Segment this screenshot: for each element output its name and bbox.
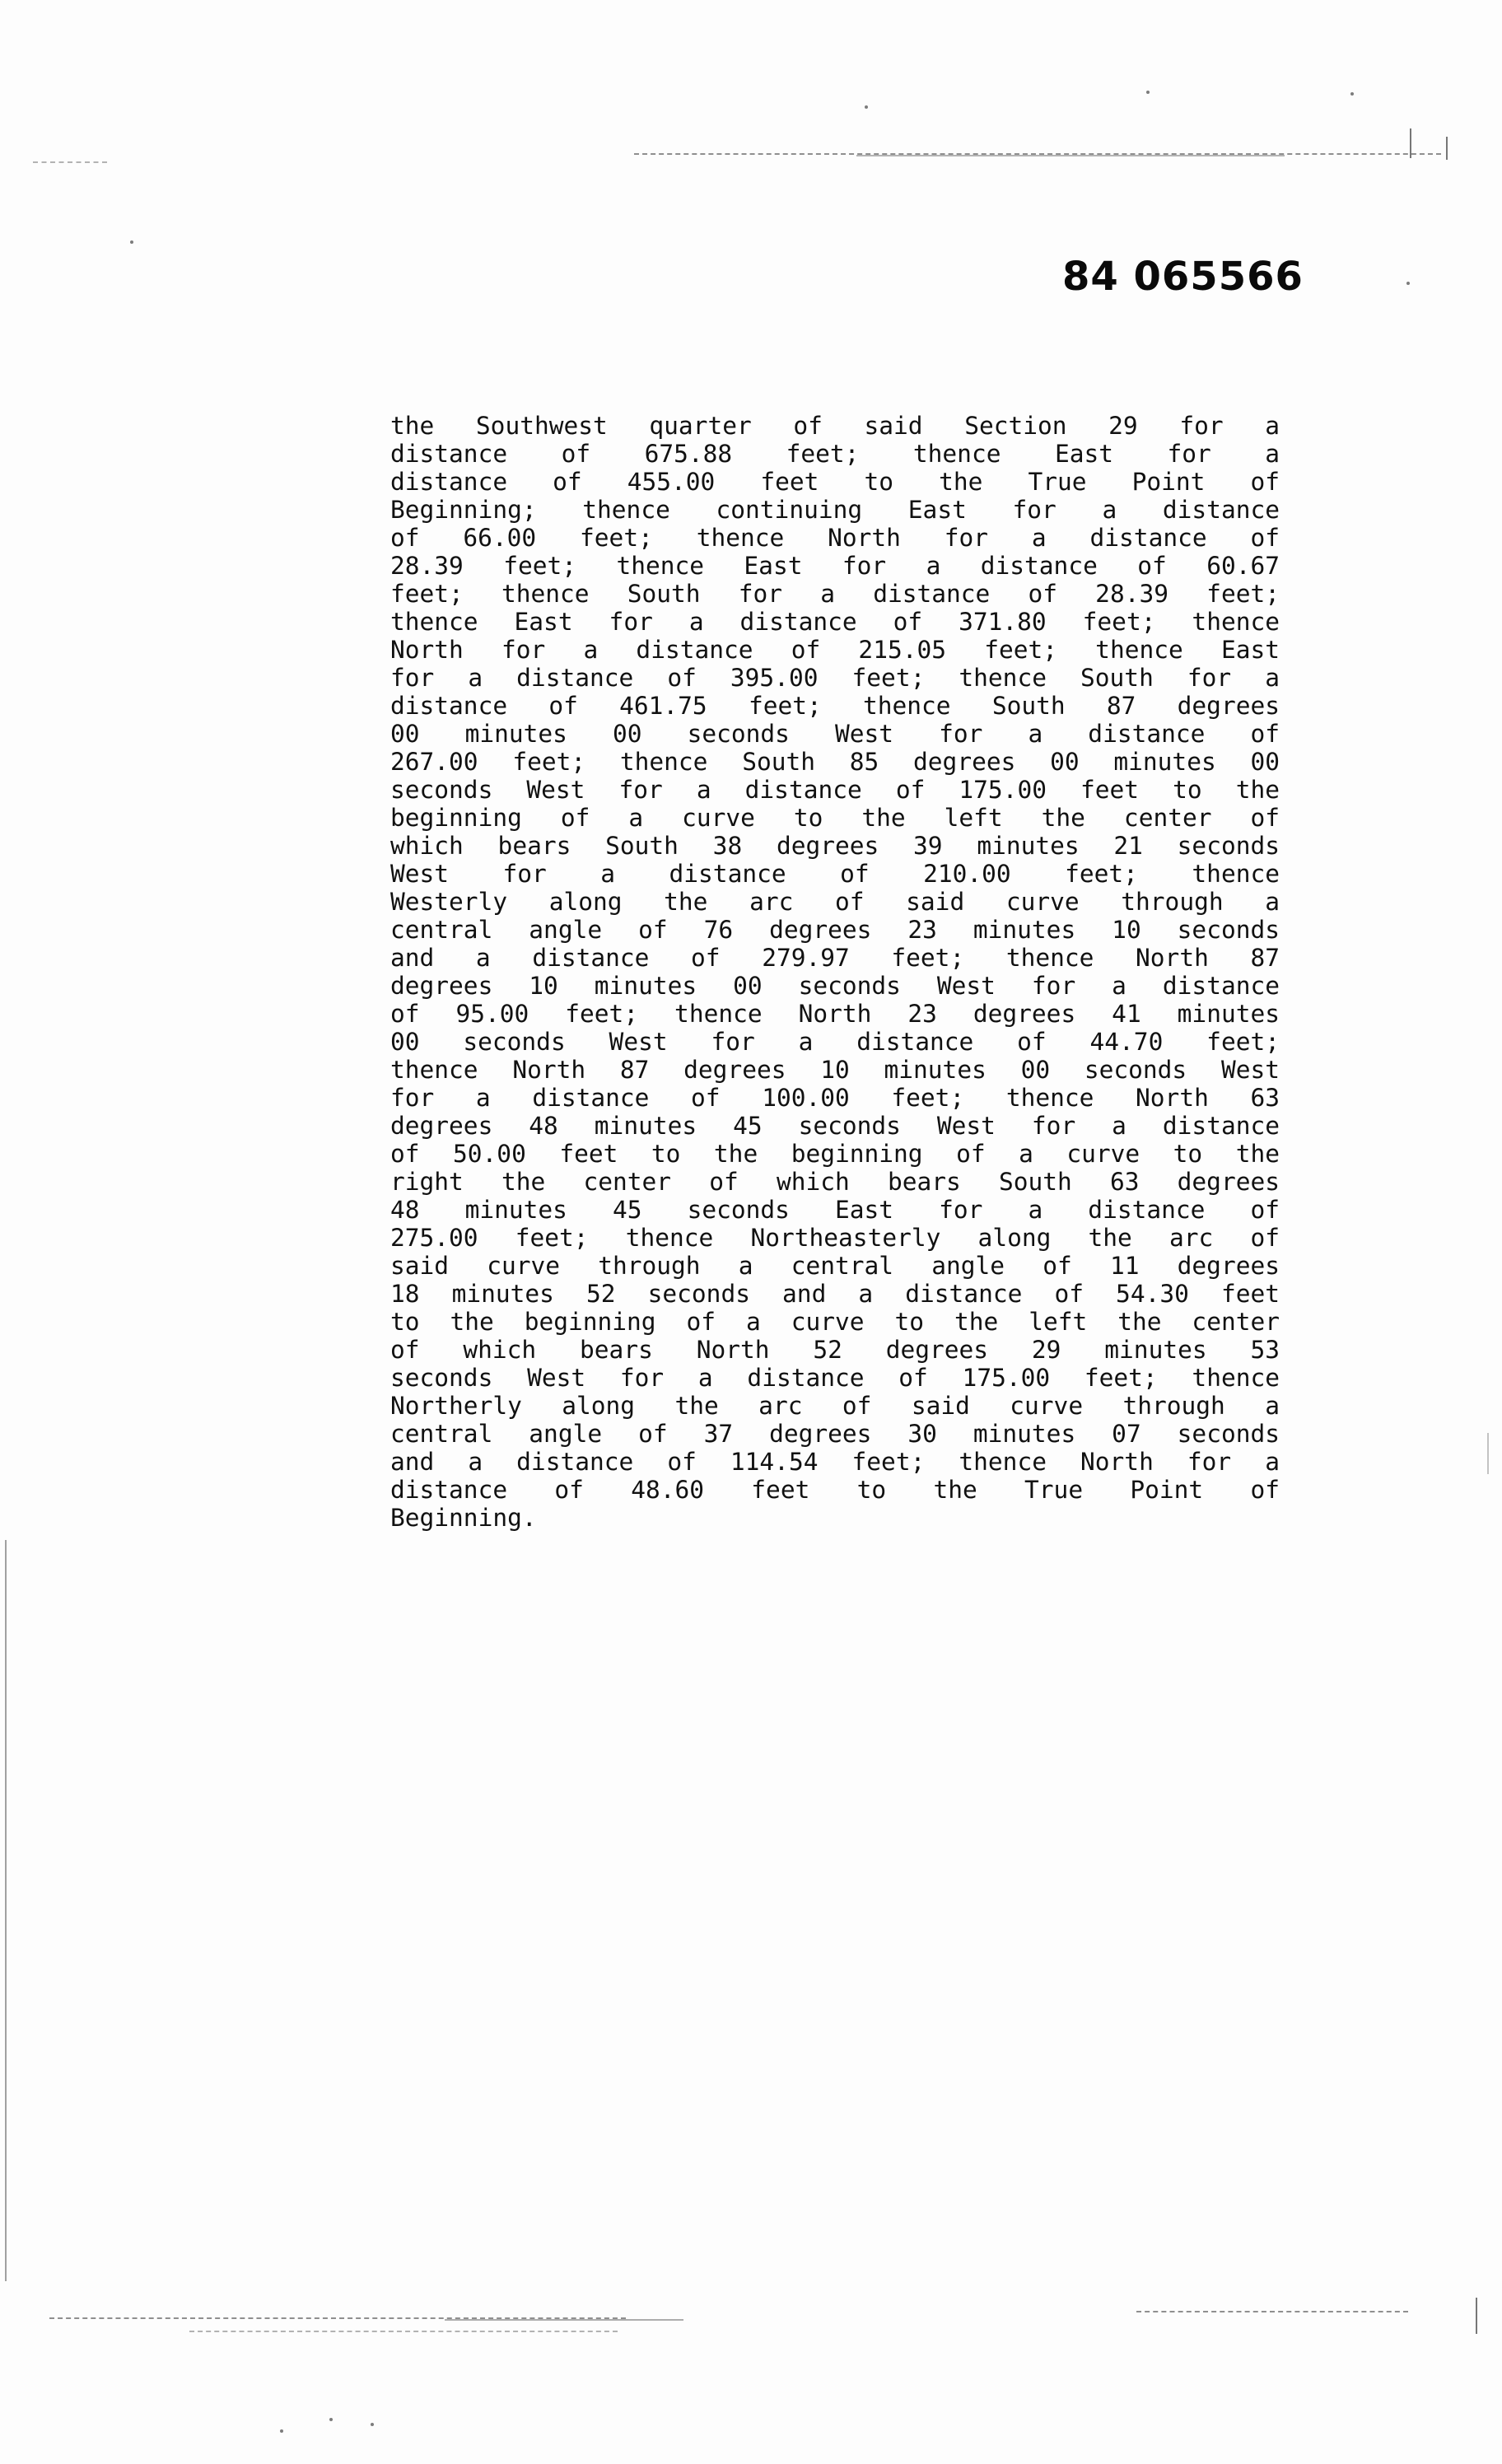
text-line: seconds West for a distance of 175.00 feet to the [390,776,1280,804]
scan-artifact-top-left-dashes [33,161,107,163]
text-line: central angle of 37 degrees 30 minutes 07 seconds [390,1420,1280,1448]
text-line: beginning of a curve to the left the center of [390,804,1280,832]
scan-artifact-bottom-lower-rule [189,2331,618,2332]
text-line: distance of 48.60 feet to the True Point of [390,1476,1280,1504]
text-line: for a distance of 395.00 feet; thence South for a [390,664,1280,692]
scan-artifact-speck [280,2429,283,2433]
text-line: distance of 461.75 feet; thence South 87 degrees [390,692,1280,720]
scan-artifact-top-rule-segment [856,155,1285,156]
text-line: Beginning; thence continuing East for a distance [390,496,1280,524]
document-number: 84 065566 [1062,254,1304,300]
text-line: West for a distance of 210.00 feet; thence [390,860,1280,888]
text-line: and a distance of 114.54 feet; thence North for a [390,1448,1280,1476]
text-line: for a distance of 100.00 feet; thence North 63 [390,1084,1280,1112]
text-line: and a distance of 279.97 feet; thence North 87 [390,944,1280,972]
text-line: said curve through a central angle of 11 degrees [390,1252,1280,1280]
scan-artifact-speck [371,2423,374,2426]
text-line: North for a distance of 215.05 feet; thence East [390,636,1280,664]
scan-artifact-speck [1146,91,1150,94]
text-line: of 66.00 feet; thence North for a distance of [390,524,1280,552]
text-line: 275.00 feet; thence Northeasterly along the arc of [390,1224,1280,1252]
text-line: which bears South 38 degrees 39 minutes 21 seconds [390,832,1280,860]
scan-artifact-speck [130,240,133,244]
scan-artifact-bottom-right-dashes [1136,2311,1408,2312]
scan-artifact-right-edge-tick [1487,1433,1489,1474]
text-line: right the center of which bears South 63 degrees [390,1168,1280,1196]
scan-artifact-speck [1406,282,1410,285]
legal-description-text [390,412,1280,1532]
text-line: feet; thence South for a distance of 28.39 feet; [390,580,1280,608]
text-line: degrees 10 minutes 00 seconds West for a distance [390,972,1280,1000]
text-line: Westerly along the arc of said curve through a [390,888,1280,916]
scan-artifact-bottom-rule-segment [445,2319,683,2321]
scan-artifact-left-edge-line [5,1540,7,2281]
text-line: of 95.00 feet; thence North 23 degrees 41 minutes [390,1000,1280,1028]
text-line: 267.00 feet; thence South 85 degrees 00 minutes 00 [390,748,1280,776]
text-line: 18 minutes 52 seconds and a distance of 54.30 feet [390,1280,1280,1308]
text-line: of 50.00 feet to the beginning of a curve to the [390,1140,1280,1168]
scan-artifact-speck [865,105,868,109]
text-line: thence East for a distance of 371.80 feet; thence [390,608,1280,636]
text-line: central angle of 76 degrees 23 minutes 10 seconds [390,916,1280,944]
text-line: 00 minutes 00 seconds West for a distance of [390,720,1280,748]
text-line: the Southwest quarter of said Section 29 for a [390,412,1280,440]
text-line: to the beginning of a curve to the left the center [390,1308,1280,1336]
text-line: of which bears North 52 degrees 29 minutes 53 [390,1336,1280,1364]
text-line: Northerly along the arc of said curve through a [390,1392,1280,1420]
text-line: 28.39 feet; thence East for a distance of 60.67 [390,552,1280,580]
text-line: seconds West for a distance of 175.00 feet; thence [390,1364,1280,1392]
scan-artifact-top-right-tick [1410,128,1411,158]
text-line: thence North 87 degrees 10 minutes 00 seconds West [390,1056,1280,1084]
scan-artifact-speck [1350,92,1354,96]
scan-artifact-speck [329,2418,333,2421]
scan-artifact-bottom-right-tick [1476,2298,1477,2334]
scan-artifact-top-right-tick-2 [1446,137,1448,160]
text-line: distance of 455.00 feet to the True Point of [390,468,1280,496]
text-line: degrees 48 minutes 45 seconds West for a distance [390,1112,1280,1140]
text-line: 48 minutes 45 seconds East for a distance of [390,1196,1280,1224]
text-line: distance of 675.88 feet; thence East for a [390,440,1280,468]
text-line: 00 seconds West for a distance of 44.70 feet; [390,1028,1280,1056]
text-line: Beginning. [390,1504,537,1532]
